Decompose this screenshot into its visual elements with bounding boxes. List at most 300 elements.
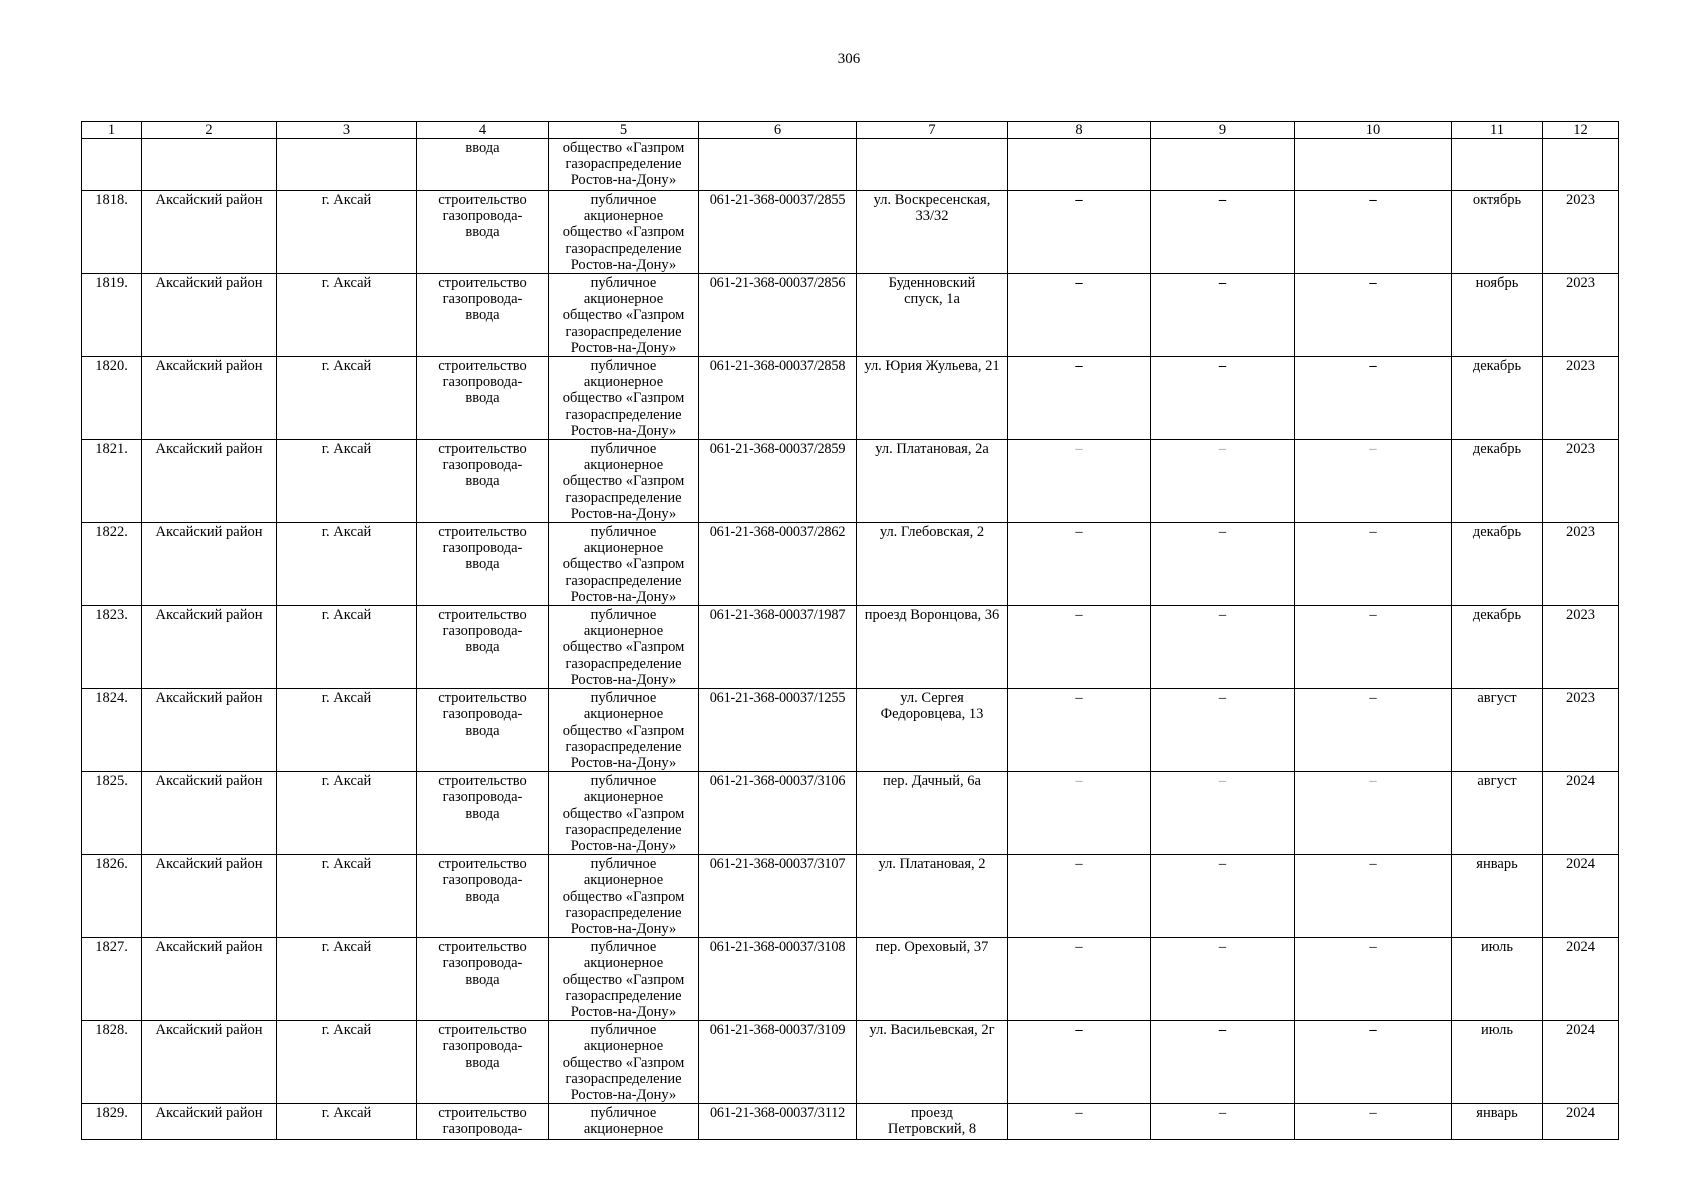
org-line: Ростов-на-Дону» xyxy=(570,339,677,356)
cell-district: Аксайский район xyxy=(142,357,277,440)
address-line: ул. Платановая, 2а xyxy=(875,441,989,458)
cell-district: Аксайский район xyxy=(142,274,277,357)
cell-col8 xyxy=(1008,938,1151,1021)
cell-month: декабрь xyxy=(1452,357,1543,440)
cell-organization xyxy=(549,938,699,1021)
org-line: газораспределение xyxy=(565,655,682,672)
cell-city: г. Аксай xyxy=(277,357,417,440)
org-line: публичное xyxy=(590,524,657,541)
continuation-row xyxy=(82,139,1619,191)
cell-col10 xyxy=(1295,139,1452,191)
org-line: Ростов-на-Дону» xyxy=(570,256,677,273)
table-row xyxy=(82,523,1619,606)
cell-city: г. Аксай xyxy=(277,772,417,855)
cell-month: январь xyxy=(1452,1104,1543,1140)
cell-number: 1818. xyxy=(82,191,142,274)
cell-code: 061-21-368-00037/1987 xyxy=(699,606,857,689)
cell-number: 1820. xyxy=(82,357,142,440)
address-line: ул. Васильевская, 2г xyxy=(869,1022,995,1039)
cell-col10 xyxy=(1295,440,1452,523)
address-line: спуск, 1а xyxy=(904,291,960,308)
table-row xyxy=(82,689,1619,772)
cell-year: 2023 xyxy=(1543,274,1619,357)
table-row xyxy=(82,440,1619,523)
cell-code: 061-21-368-00037/3109 xyxy=(699,1021,857,1104)
table-row xyxy=(82,274,1619,357)
cell-col8 xyxy=(1008,139,1151,191)
work-line: газопровода- xyxy=(442,872,523,889)
org-line: газораспределение xyxy=(565,240,682,257)
cell-col9 xyxy=(1151,274,1295,357)
work-line: ввода xyxy=(465,722,500,739)
cell-col8 xyxy=(1008,440,1151,523)
cell-month: декабрь xyxy=(1452,523,1543,606)
cell-work-type xyxy=(417,772,549,855)
cell-col8 xyxy=(1008,523,1151,606)
org-line: общество «Газпром xyxy=(562,722,685,739)
work-line: ввода xyxy=(465,390,500,407)
cell-col9 xyxy=(1151,523,1295,606)
work-line: строительство xyxy=(438,607,527,624)
work-line: ввода xyxy=(465,971,500,988)
address-line: проезд Воронцова, 36 xyxy=(864,607,1000,624)
org-line: Ростов-на-Дону» xyxy=(570,505,677,522)
org-line: Ростов-на-Дону» xyxy=(570,920,677,937)
cell-year: 2024 xyxy=(1543,772,1619,855)
dash-mark: – xyxy=(1369,773,1377,790)
cell-city: г. Аксай xyxy=(277,689,417,772)
cell-address xyxy=(857,440,1008,523)
column-number: 2 xyxy=(142,122,277,139)
work-line: строительство xyxy=(438,939,527,956)
dash-mark: – xyxy=(1218,192,1227,208)
cell-city: г. Аксай xyxy=(277,523,417,606)
cell-number: 1827. xyxy=(82,938,142,1021)
cell-col9 xyxy=(1151,938,1295,1021)
cell-work-type xyxy=(417,1104,549,1140)
dash-mark: – xyxy=(1218,1022,1227,1039)
cell-col9 xyxy=(1151,689,1295,772)
column-number: 11 xyxy=(1452,122,1543,139)
work-line: строительство xyxy=(438,773,527,790)
cell-number: 1822. xyxy=(82,523,142,606)
column-number: 8 xyxy=(1008,122,1151,139)
column-number: 9 xyxy=(1151,122,1295,139)
org-line: газораспределение xyxy=(565,323,682,340)
table-row xyxy=(82,191,1619,274)
cell-code: 061-21-368-00037/3106 xyxy=(699,772,857,855)
cell-code: 061-21-368-00037/2862 xyxy=(699,523,857,606)
cell-organization xyxy=(549,606,699,689)
org-line: акционерное xyxy=(583,872,664,889)
org-line: публичное xyxy=(590,358,657,375)
cell-number: 1825. xyxy=(82,772,142,855)
org-line: публичное xyxy=(590,192,657,208)
cell-month: август xyxy=(1452,689,1543,772)
org-line: акционерное xyxy=(583,1121,664,1138)
org-line: акционерное xyxy=(583,374,664,391)
org-line: публичное xyxy=(590,1022,657,1039)
cell-col10 xyxy=(1295,772,1452,855)
cell-number: 1826. xyxy=(82,855,142,938)
cell-organization xyxy=(549,855,699,938)
cell-code: 061-21-368-00037/1255 xyxy=(699,689,857,772)
cell-address xyxy=(857,855,1008,938)
work-line: газопровода- xyxy=(442,623,523,640)
cell-col10 xyxy=(1295,1104,1452,1140)
address-line: пер. Ореховый, 37 xyxy=(875,939,989,956)
cell-number: 1829. xyxy=(82,1104,142,1140)
dash-mark: – xyxy=(1218,524,1227,541)
cell-address xyxy=(857,191,1008,274)
cell-work-type xyxy=(417,357,549,440)
cell-code: 061-21-368-00037/3108 xyxy=(699,938,857,1021)
cell-district: Аксайский район xyxy=(142,1021,277,1104)
work-line: газопровода- xyxy=(442,540,523,557)
dash-mark: – xyxy=(1075,773,1083,790)
dash-mark: – xyxy=(1075,275,1083,292)
work-line: строительство xyxy=(438,192,527,208)
dash-mark: – xyxy=(1075,690,1083,707)
org-line: Ростов-на-Дону» xyxy=(570,837,677,854)
work-line: газопровода- xyxy=(442,1121,523,1138)
dash-mark: – xyxy=(1369,939,1377,956)
org-line: общество «Газпром xyxy=(562,473,685,490)
cell-district: Аксайский район xyxy=(142,440,277,523)
column-number: 5 xyxy=(549,122,699,139)
address-line: ул. Глебовская, 2 xyxy=(879,524,985,541)
table-row xyxy=(82,1104,1619,1140)
cell-organization xyxy=(549,357,699,440)
org-line: публичное xyxy=(590,441,657,458)
cell-work-type xyxy=(417,606,549,689)
work-line: ввода xyxy=(465,639,500,656)
column-number: 1 xyxy=(82,122,142,139)
column-number: 6 xyxy=(699,122,857,139)
org-line: общество «Газпром xyxy=(562,888,685,905)
org-line: общество «Газпром xyxy=(562,556,685,573)
work-line: ввода xyxy=(465,224,500,241)
cell-district: Аксайский район xyxy=(142,191,277,274)
register-table xyxy=(81,121,1619,1140)
work-line: газопровода- xyxy=(442,789,523,806)
dash-mark: – xyxy=(1369,524,1377,541)
cell-year: 2024 xyxy=(1543,1021,1619,1104)
org-line: акционерное xyxy=(583,540,664,557)
address-line: Петровский, 8 xyxy=(887,1121,977,1138)
cell-work-type xyxy=(417,274,549,357)
cell-col8 xyxy=(1008,1104,1151,1140)
cell-col10 xyxy=(1295,1021,1452,1104)
cell-city xyxy=(277,139,417,191)
cell-district: Аксайский район xyxy=(142,855,277,938)
org-line: акционерное xyxy=(583,457,664,474)
address-line: пер. Дачный, 6а xyxy=(883,773,981,790)
org-line: акционерное xyxy=(583,789,664,806)
dash-mark: – xyxy=(1218,358,1227,375)
cell-month: октябрь xyxy=(1452,191,1543,274)
org-line: Ростов-на-Дону» xyxy=(570,1086,677,1103)
org-line: акционерное xyxy=(583,706,664,723)
dash-mark: – xyxy=(1369,441,1377,458)
cell-district xyxy=(142,139,277,191)
cell-col10 xyxy=(1295,357,1452,440)
cell-city: г. Аксай xyxy=(277,938,417,1021)
cell-number: 1824. xyxy=(82,689,142,772)
dash-mark: – xyxy=(1369,690,1377,707)
dash-mark: – xyxy=(1218,939,1227,956)
cell-number: 1821. xyxy=(82,440,142,523)
cell-month: ноябрь xyxy=(1452,274,1543,357)
cell-city: г. Аксай xyxy=(277,1104,417,1140)
cell-address xyxy=(857,357,1008,440)
cell-number: 1819. xyxy=(82,274,142,357)
cell-address xyxy=(857,772,1008,855)
cell-district: Аксайский район xyxy=(142,938,277,1021)
work-line: ввода xyxy=(465,473,500,490)
column-number: 3 xyxy=(277,122,417,139)
org-line: газораспределение xyxy=(565,1070,682,1087)
work-line: строительство xyxy=(438,524,527,541)
cell-col9 xyxy=(1151,191,1295,274)
cell-organization xyxy=(549,523,699,606)
cell-work-type: ввода xyxy=(417,139,549,191)
address-line: проезд xyxy=(911,1105,953,1122)
org-line: акционерное xyxy=(583,623,664,640)
dash-mark: – xyxy=(1075,524,1083,541)
dash-mark: – xyxy=(1369,607,1377,624)
cell-address xyxy=(857,1104,1008,1140)
cell-district: Аксайский район xyxy=(142,523,277,606)
cell-code: 061-21-368-00037/3107 xyxy=(699,855,857,938)
org-line: общество «Газпром xyxy=(562,971,685,988)
org-line: Ростов-на-Дону» xyxy=(570,588,677,605)
cell-address xyxy=(857,139,1008,191)
cell-number xyxy=(82,139,142,191)
cell-year: 2023 xyxy=(1543,440,1619,523)
cell-col9 xyxy=(1151,139,1295,191)
cell-number: 1828. xyxy=(82,1021,142,1104)
org-line: Ростов-на-Дону» xyxy=(570,671,677,688)
address-line: 33/32 xyxy=(915,208,949,225)
address-line: ул. Платановая, 2 xyxy=(878,856,986,873)
work-line: газопровода- xyxy=(442,955,523,972)
work-line: ввода xyxy=(465,805,500,822)
cell-address xyxy=(857,689,1008,772)
org-line: газораспределение xyxy=(565,821,682,838)
table-row xyxy=(82,938,1619,1021)
cell-year: 2023 xyxy=(1543,357,1619,440)
cell-code: 061-21-368-00037/3112 xyxy=(699,1104,857,1140)
cell-col9 xyxy=(1151,1104,1295,1140)
cell-year: 2023 xyxy=(1543,523,1619,606)
cell-month: декабрь xyxy=(1452,440,1543,523)
org-line: газораспределение xyxy=(565,572,682,589)
cell-city: г. Аксай xyxy=(277,440,417,523)
address-line: ул. Сергея xyxy=(900,690,964,707)
cell-col10 xyxy=(1295,191,1452,274)
org-line: общество «Газпром xyxy=(562,140,685,156)
work-line: газопровода- xyxy=(442,706,523,723)
org-line: газораспределение xyxy=(565,904,682,921)
cell-col9 xyxy=(1151,357,1295,440)
cell-col8 xyxy=(1008,855,1151,938)
cell-month: январь xyxy=(1452,855,1543,938)
cell-city: г. Аксай xyxy=(277,1021,417,1104)
cell-code: 061-21-368-00037/2855 xyxy=(699,191,857,274)
org-line: публичное xyxy=(590,607,657,624)
dash-mark: – xyxy=(1218,856,1227,873)
work-line: ввода xyxy=(465,888,500,905)
org-line: газораспределение xyxy=(565,738,682,755)
column-number: 4 xyxy=(417,122,549,139)
cell-col10 xyxy=(1295,689,1452,772)
work-line: строительство xyxy=(438,275,527,292)
cell-col8 xyxy=(1008,191,1151,274)
dash-mark: – xyxy=(1369,358,1377,375)
work-line: строительство xyxy=(438,1022,527,1039)
cell-code: 061-21-368-00037/2856 xyxy=(699,274,857,357)
cell-month: июль xyxy=(1452,1021,1543,1104)
org-line: публичное xyxy=(590,856,657,873)
cell-year: 2023 xyxy=(1543,689,1619,772)
cell-col9 xyxy=(1151,606,1295,689)
cell-city: г. Аксай xyxy=(277,855,417,938)
cell-district: Аксайский район xyxy=(142,606,277,689)
work-line: строительство xyxy=(438,441,527,458)
work-line: ввода xyxy=(465,307,500,324)
work-line: газопровода- xyxy=(442,457,523,474)
cell-col9 xyxy=(1151,772,1295,855)
org-line: газораспределение xyxy=(565,489,682,506)
cell-city: г. Аксай xyxy=(277,274,417,357)
org-line: Ростов-на-Дону» xyxy=(570,172,677,189)
org-line: общество «Газпром xyxy=(562,307,685,324)
dash-mark: – xyxy=(1218,1105,1227,1122)
org-line: общество «Газпром xyxy=(562,805,685,822)
cell-col10 xyxy=(1295,523,1452,606)
cell-code xyxy=(699,139,857,191)
work-line: строительство xyxy=(438,690,527,707)
dash-mark: – xyxy=(1075,358,1083,375)
dash-mark: – xyxy=(1075,939,1083,956)
org-line: публичное xyxy=(590,773,657,790)
dash-mark: – xyxy=(1075,441,1083,458)
dash-mark: – xyxy=(1218,607,1227,624)
cell-col10 xyxy=(1295,606,1452,689)
cell-col8 xyxy=(1008,1021,1151,1104)
cell-organization xyxy=(549,689,699,772)
cell-work-type xyxy=(417,938,549,1021)
cell-number: 1823. xyxy=(82,606,142,689)
org-line: газораспределение xyxy=(565,156,682,173)
cell-year xyxy=(1543,139,1619,191)
cell-organization xyxy=(549,772,699,855)
column-number-row xyxy=(82,122,1619,139)
dash-mark: – xyxy=(1218,275,1227,292)
cell-city: г. Аксай xyxy=(277,191,417,274)
cell-address xyxy=(857,938,1008,1021)
dash-mark: – xyxy=(1075,1105,1083,1122)
org-line: акционерное xyxy=(583,291,664,308)
dash-mark: – xyxy=(1218,690,1227,707)
org-line: Ростов-на-Дону» xyxy=(570,1003,677,1020)
org-line: акционерное xyxy=(583,208,664,225)
org-line: общество «Газпром xyxy=(562,390,685,407)
table-row xyxy=(82,606,1619,689)
address-line: Федоровцева, 13 xyxy=(880,706,984,723)
work-line: газопровода- xyxy=(442,291,523,308)
cell-district: Аксайский район xyxy=(142,1104,277,1140)
table-row xyxy=(82,357,1619,440)
cell-month: декабрь xyxy=(1452,606,1543,689)
cell-year: 2023 xyxy=(1543,606,1619,689)
work-line: строительство xyxy=(438,856,527,873)
cell-address xyxy=(857,523,1008,606)
dash-mark: – xyxy=(1075,607,1083,624)
work-line: ввода xyxy=(465,1054,500,1071)
dash-mark: – xyxy=(1369,1022,1377,1039)
cell-col10 xyxy=(1295,274,1452,357)
cell-work-type xyxy=(417,440,549,523)
org-line: акционерное xyxy=(583,1038,664,1055)
cell-col8 xyxy=(1008,772,1151,855)
cell-year: 2024 xyxy=(1543,855,1619,938)
cell-organization xyxy=(549,1021,699,1104)
cell-organization xyxy=(549,191,699,274)
cell-organization xyxy=(549,1104,699,1140)
cell-col8 xyxy=(1008,274,1151,357)
cell-city: г. Аксай xyxy=(277,606,417,689)
cell-organization xyxy=(549,139,699,191)
work-line: строительство xyxy=(438,1105,527,1122)
dash-mark: – xyxy=(1369,856,1377,873)
cell-district: Аксайский район xyxy=(142,772,277,855)
cell-col10 xyxy=(1295,855,1452,938)
cell-month: август xyxy=(1452,772,1543,855)
dash-mark: – xyxy=(1369,1105,1377,1122)
cell-col10 xyxy=(1295,938,1452,1021)
org-line: Ростов-на-Дону» xyxy=(570,422,677,439)
cell-code: 061-21-368-00037/2858 xyxy=(699,357,857,440)
org-line: общество «Газпром xyxy=(562,639,685,656)
work-line: строительство xyxy=(438,358,527,375)
address-line: ул. Воскресенская, xyxy=(873,192,991,208)
cell-year: 2023 xyxy=(1543,191,1619,274)
cell-month xyxy=(1452,139,1543,191)
cell-col9 xyxy=(1151,1021,1295,1104)
cell-col8 xyxy=(1008,606,1151,689)
cell-col8 xyxy=(1008,689,1151,772)
cell-month: июль xyxy=(1452,938,1543,1021)
cell-code: 061-21-368-00037/2859 xyxy=(699,440,857,523)
cell-address xyxy=(857,606,1008,689)
cell-organization xyxy=(549,274,699,357)
dash-mark: – xyxy=(1369,275,1377,292)
address-line: Буденновский xyxy=(888,275,976,292)
org-line: общество «Газпром xyxy=(562,1054,685,1071)
table-row xyxy=(82,855,1619,938)
cell-col9 xyxy=(1151,855,1295,938)
org-line: публичное xyxy=(590,690,657,707)
org-line: публичное xyxy=(590,939,657,956)
cell-year: 2024 xyxy=(1543,938,1619,1021)
dash-mark: – xyxy=(1218,441,1227,458)
column-number: 12 xyxy=(1543,122,1619,139)
column-number: 7 xyxy=(857,122,1008,139)
org-line: публичное xyxy=(590,1105,657,1122)
cell-work-type xyxy=(417,191,549,274)
